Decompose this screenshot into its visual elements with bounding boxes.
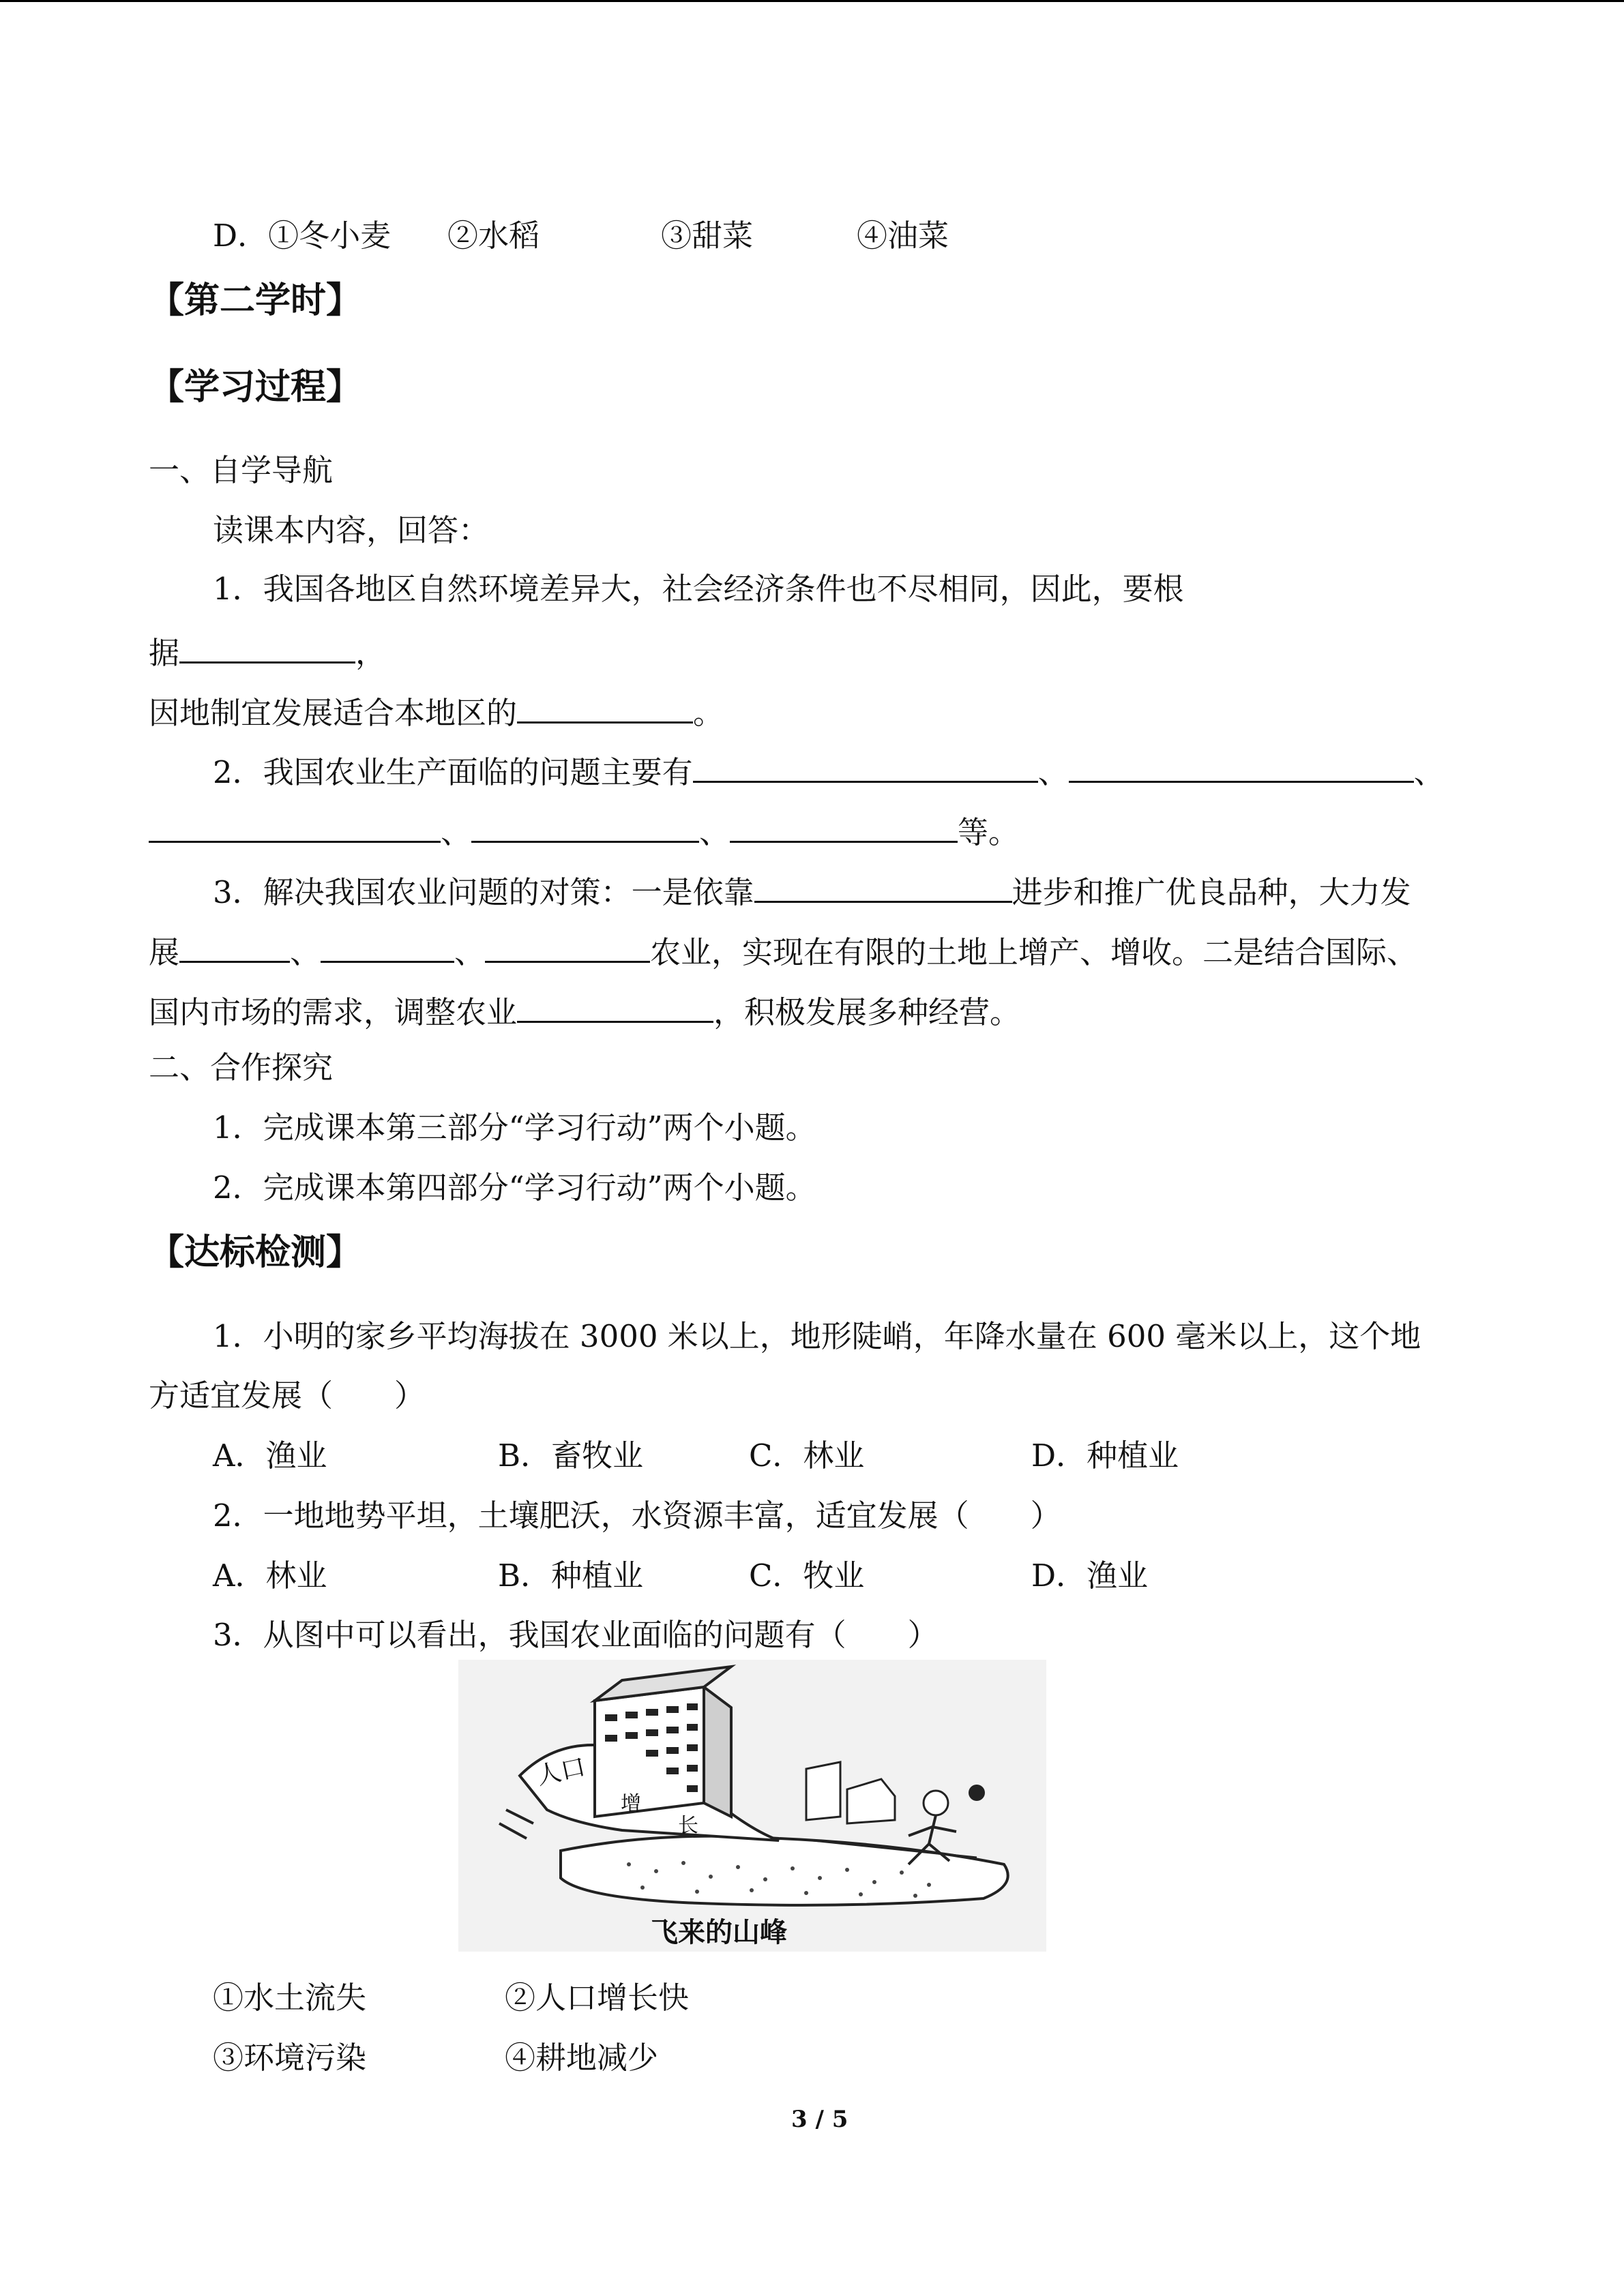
answer-blank[interactable]: [730, 808, 958, 843]
test-q2-line1: 2．一地地势平坦，土壤肥沃，水资源丰富，适宜发展（ ）: [213, 1497, 1061, 1534]
test-q1-option-d: D．种植业: [1031, 1437, 1179, 1474]
answer-blank[interactable]: [517, 689, 693, 724]
heading-second-period: 【第二学时】: [149, 280, 362, 321]
cooperation-item-2: 2．完成课本第四部分“学习行动”两个小题。: [213, 1169, 816, 1206]
prev-option-d3: ③甜菜: [661, 218, 754, 254]
self-study-q2-line1: 2．我国农业生产面临的问题主要有 、 、: [213, 748, 1445, 793]
test-q2-option-b: B．种植业: [498, 1557, 644, 1594]
self-study-q1-line3: 因地制宜发展适合本地区的 。: [149, 689, 724, 734]
answer-blank[interactable]: [179, 629, 355, 664]
test-q2-option-c: C．牧业: [749, 1557, 865, 1594]
figure-label-people: 人口: [534, 1753, 589, 1791]
answer-blank[interactable]: [471, 808, 699, 843]
self-study-intro: 读课本内容，回答：: [213, 512, 490, 548]
test-q3-line1: 3．从图中可以看出，我国农业面临的问题有（ ）: [213, 1617, 939, 1653]
motion-lines: [499, 1810, 533, 1838]
test-q2-option-d: D．渔业: [1031, 1557, 1149, 1594]
answer-blank[interactable]: [179, 928, 290, 963]
heading-learning-process: 【学习过程】: [149, 367, 362, 408]
test-q3-option-2: ②人口增长快: [505, 1980, 690, 2016]
self-study-q3-line3: 国内市场的需求，调整农业 ，积极发展多种经营。: [149, 988, 1020, 1033]
prev-option-d: D．①冬小麦: [213, 218, 392, 254]
answer-blank[interactable]: [149, 808, 441, 843]
cartoon-figure: [458, 1660, 1046, 1952]
figure-caption: 飞来的山峰: [651, 1917, 787, 1948]
cartoon-illustration: [458, 1660, 1046, 1952]
test-q1-line1: 1．小明的家乡平均海拔在 3000 米以上，地形陡峭，年降水量在 600 毫米以上，这个地: [213, 1318, 1421, 1354]
test-q2-option-a: A．林业: [213, 1557, 327, 1594]
tall-building: [595, 1667, 731, 1817]
test-q3-option-4: ④耕地减少: [505, 2040, 659, 2076]
answer-blank[interactable]: [693, 748, 1038, 783]
small-building: [847, 1779, 895, 1823]
test-q3-option-3: ③环境污染: [213, 2040, 367, 2076]
heading-assessment: 【达标检测】: [149, 1232, 362, 1273]
test-q1-option-b: B．畜牧业: [498, 1437, 644, 1474]
self-study-q3-line1: 3．解决我国农业问题的对策：一是依靠 进步和推广优良品种，大力发: [213, 868, 1411, 913]
answer-blank[interactable]: [321, 928, 454, 963]
test-q1-option-a: A．渔业: [213, 1437, 327, 1474]
prev-option-d4: ④油菜: [857, 218, 949, 254]
self-study-q2-line2: 、 、 等。: [149, 808, 1019, 853]
prev-option-d2: ②水稻: [447, 218, 540, 254]
test-q3-option-1: ①水土流失: [213, 1980, 367, 2016]
top-border: [0, 0, 1624, 2]
figure-label-zeng: 增: [621, 1792, 641, 1816]
answer-blank[interactable]: [1069, 748, 1414, 783]
test-q1-option-c: C．林业: [749, 1437, 865, 1474]
figure-label-chang: 长: [678, 1814, 698, 1838]
answer-blank[interactable]: [517, 988, 713, 1023]
self-study-q1-line1: 1．我国各地区自然环境差异大，社会经济条件也不尽相同，因此，要根: [213, 571, 1184, 607]
answer-blank[interactable]: [485, 928, 650, 963]
cooperation-title: 二、合作探究: [149, 1049, 334, 1086]
answer-blank[interactable]: [754, 868, 1012, 903]
self-study-q1-line2: 据 ，: [149, 629, 386, 674]
self-study-q3-line2: 展 、 、 农业，实现在有限的土地上增产、增收。二是结合国际、: [149, 928, 1417, 973]
small-building: [806, 1762, 840, 1820]
cooperation-item-1: 1．完成课本第三部分“学习行动”两个小题。: [213, 1109, 816, 1146]
page-number: 3 / 5: [791, 2106, 848, 2133]
test-q1-line2: 方适宜发展（ ）: [149, 1377, 426, 1414]
self-study-title: 一、自学导航: [149, 452, 334, 488]
